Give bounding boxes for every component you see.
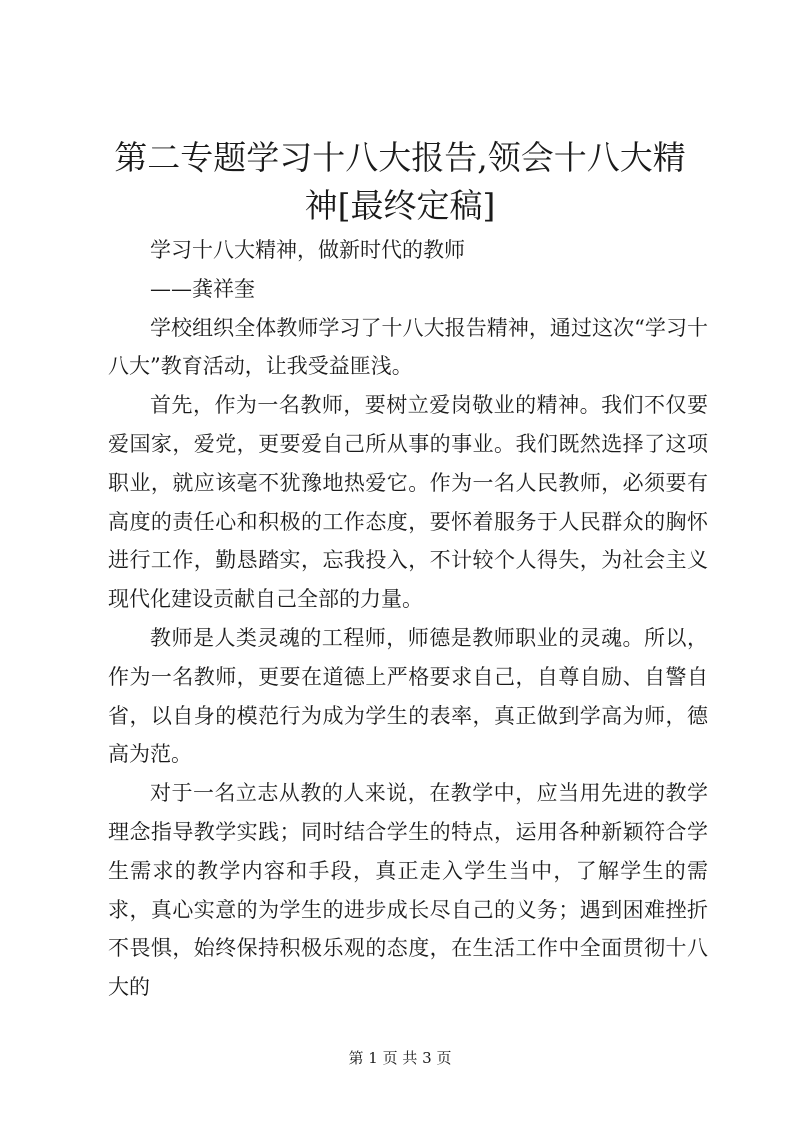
subtitle-paragraph: 学习十八大精神，做新时代的教师 [150, 238, 465, 262]
author-line: ——龚祥奎 [150, 276, 255, 301]
body-paragraph: 首先，作为一名教师，要树立爱岗敬业的精神。我们不仅要爱国家，爱党，更要爱自己所从事的事业。我们既然选择了这项职业，就应该毫不犹豫地热爱它。作为一名人民教师，必须要有高度的责任心和积极的工作态度，要怀着服务于人民群众的胸怀进行工作，勤恳踏实，忘我投入，不计较个人得失，为社会主义现代化建设贡献自己全部的力量。 [108, 393, 708, 612]
document-title: 第二专题学习十八大报告,领会十八大精神[最终定稿] [114, 138, 686, 225]
body-paragraph: 教师是人类灵魂的工程师，师德是教师职业的灵魂。所以，作为一名教师，更要在道德上严格要求自己，自尊自励、自警自省，以自身的模范行为成为学生的表率，真正做到学高为师，德高为范。 [108, 625, 708, 767]
document-body [108, 231, 708, 1007]
body-paragraph: 学校组织全体教师学习了十八大报告精神，通过这次“学习十八大”教育活动，让我受益匪浅。 [108, 315, 708, 379]
body-paragraph: 对于一名立志从教的人来说，在教学中，应当用先进的教学理念指导教学实践；同时结合学生的特点，运用各种新颖符合学生需求的教学内容和手段，真正走入学生当中，了解学生的需求，真心实意的为学生的进步成长尽自己的义务；遇到困难挫折不畏惧，始终保持积极乐观的态度，在生活工作中全面贯彻十八大的 [108, 781, 708, 1000]
page-footer: 第 1 页 共 3 页 [348, 1049, 452, 1067]
